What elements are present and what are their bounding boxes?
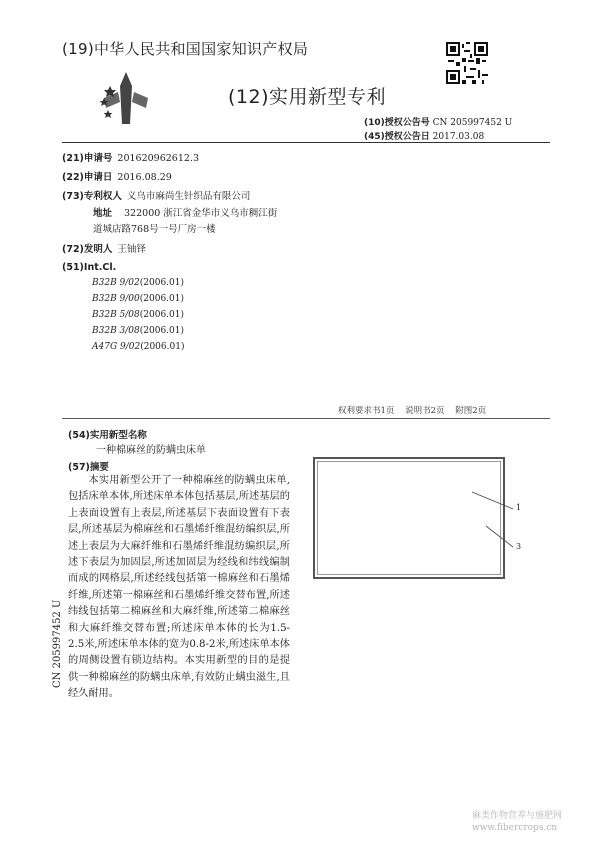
patentee: 义乌市麻尚生针织品有限公司	[126, 191, 251, 202]
qr-code-icon	[446, 42, 488, 84]
publication-date: 2017.03.08	[432, 132, 485, 142]
ipc-label: (51)Int.Cl.	[62, 262, 117, 273]
address-row	[93, 205, 277, 219]
filing-date-label: (22)申请日	[62, 172, 113, 183]
publication-date-label: (45)授权公告日	[364, 132, 430, 142]
application-number-row	[62, 150, 199, 164]
ipc-entry: B32B 9/00(2006.01)	[92, 294, 185, 304]
watermark-url: www.fibercrops.cn	[472, 823, 558, 833]
watermark-title: 麻类作物营养与施肥网	[472, 811, 563, 821]
abstract-divider	[62, 418, 550, 419]
claims-pages: 权利要求书1页	[338, 406, 395, 416]
publication-date-row	[364, 129, 484, 142]
inventor-row	[62, 241, 146, 255]
ipc-entry: A47G 9/02(2006.01)	[92, 342, 185, 352]
filing-date: 2016.08.29	[117, 172, 172, 183]
abstract-text: 本实用新型公开了一种棉麻丝的防螨虫床单,包括床单本体,所述床单本体包括基层,所述基层的上表面设置有上表层,所述基层下表面设置有下表层,所述基层为棉麻丝和石墨烯纤维混纺编织层,所述上表层为大麻纤维和石墨烯纤维混纺编织层,所述下表层为加固层,所述加固层为经线和纬线编制而成的网格层,所述经线包括第一棉麻丝和石墨烯纤维,所述第一棉麻丝和石墨烯纤维交替布置,所述纬线包括第二棉麻丝和大麻纤维,所述第二棉麻丝和大麻纤维交替布置;所述床单本体的长为1.5-2.5米,所述床单本体的宽为0.8-2米,所述床单本体的周侧设置有锁边结构。本实用新型的目的是提供一种棉麻丝的防螨虫床单,有效防止螨虫滋生,且经久耐用。	[68, 475, 290, 700]
drawings-pages: 附图2页	[455, 406, 487, 416]
patentee-row	[62, 188, 250, 202]
bedsheet-figure	[313, 457, 505, 579]
ipc-entry: B32B 9/02(2006.01)	[92, 278, 185, 288]
issuer-name: (19)中华人民共和国国家知识产权局	[62, 40, 309, 58]
publication-number-label: (10)授权公告号	[364, 118, 430, 128]
callout-3: 3	[516, 542, 522, 551]
address-line-1: 322000 浙江省金华市义乌市稠江街	[124, 208, 278, 219]
header-divider	[62, 142, 550, 143]
application-number-label: (21)申请号	[62, 153, 113, 164]
description-pages: 说明书2页	[405, 406, 445, 416]
filing-date-row	[62, 169, 172, 183]
ipc-entry: B32B 3/08(2006.01)	[92, 326, 185, 336]
callout-1: 1	[516, 503, 522, 512]
document-type: (12)实用新型专利	[228, 86, 387, 108]
abstract-label: (57)摘要	[68, 462, 109, 473]
inventor: 王铀铎	[117, 244, 146, 255]
watermark	[472, 810, 562, 834]
publication-number: CN 205997452 U	[432, 118, 513, 128]
address-label: 地址	[93, 208, 113, 219]
utility-model-title: 一种棉麻丝的防螨虫床单	[96, 445, 206, 456]
utility-model-title-label: (54)实用新型名称	[68, 430, 147, 441]
page-count-info	[338, 404, 494, 416]
side-publication-number: CN 205997452 U	[52, 599, 63, 688]
application-number: 201620962612.3	[117, 153, 200, 164]
patentee-label: (73)专利权人	[62, 191, 122, 202]
inventor-label: (72)发明人	[62, 244, 113, 255]
bedsheet-body-outline	[317, 461, 501, 575]
ipc-entry: B32B 5/08(2006.01)	[92, 310, 185, 320]
cnipa-logo-icon	[96, 68, 156, 128]
address-line-2: 道城店路768号一号厂房一楼	[93, 224, 216, 235]
publication-number-row	[364, 115, 512, 128]
